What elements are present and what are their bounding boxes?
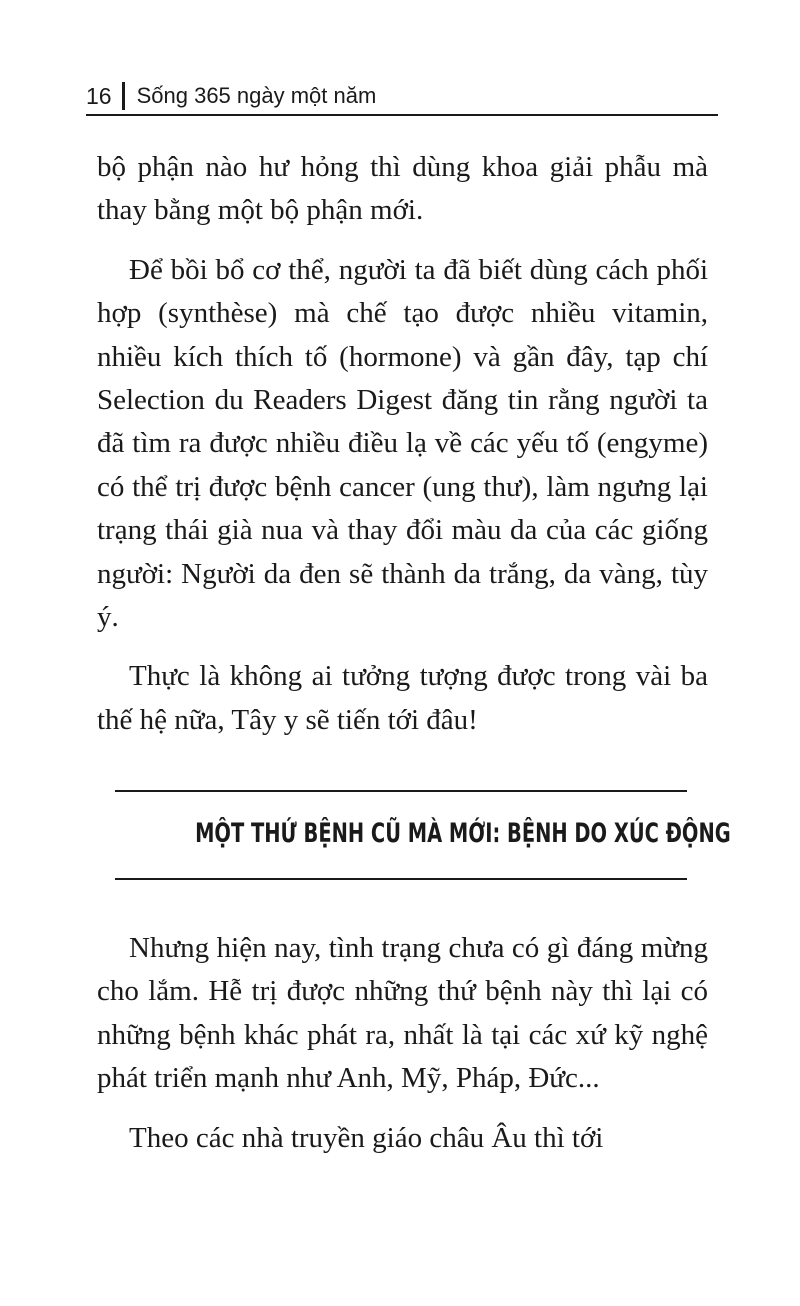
running-header — [86, 78, 718, 116]
header-divider — [122, 82, 125, 110]
section-rule-bottom — [115, 878, 687, 880]
paragraph: Để bồi bổ cơ thể, người ta đã biết dùng cách phối hợp (synthèse) mà chế tạo được nhiều vitamin, nhiều kích thích tố (hormone) và gần đây, tạp chí Selection du Readers Digest đăng tin rằng người ta đã tìm ra được nhiều điều lạ về các yếu tố (engyme) có thể trị được bệnh cancer (ung thư), làm ngưng lại trạng thái già nua và thay đổi màu da của các giống người: Người da đen sẽ thành da trắng, da vàng, tùy ý. — [97, 253, 708, 634]
section-heading-block — [115, 790, 731, 880]
body-text-top — [97, 146, 708, 758]
paragraph: bộ phận nào hư hỏng thì dùng khoa giải phẫu mà thay bằng một bộ phận mới. — [97, 151, 708, 227]
section-heading: MỘT THỨ BỆNH CŨ MÀ MỚI: BỆNH DO XÚC ĐỘNG — [195, 818, 731, 849]
page-number: 16 — [86, 82, 112, 109]
paragraph: Nhưng hiện nay, tình trạng chưa có gì đáng mừng cho lắm. Hễ trị được những thứ bệnh này thì lại có những bệnh khác phát ra, nhất là tại các xứ kỹ nghệ phát triển mạnh như Anh, Mỹ, Pháp, Đức... — [97, 932, 708, 1095]
paragraph: Thực là không ai tưởng tượng được trong vài ba thế hệ nữa, Tây y sẽ tiến tới đâu! — [97, 660, 708, 736]
body-text-bottom — [97, 927, 708, 1176]
paragraph: Theo các nhà truyền giáo châu Âu thì tới — [129, 1121, 604, 1154]
section-rule-top — [115, 790, 687, 792]
book-title: Sống 365 ngày một năm — [136, 83, 377, 108]
